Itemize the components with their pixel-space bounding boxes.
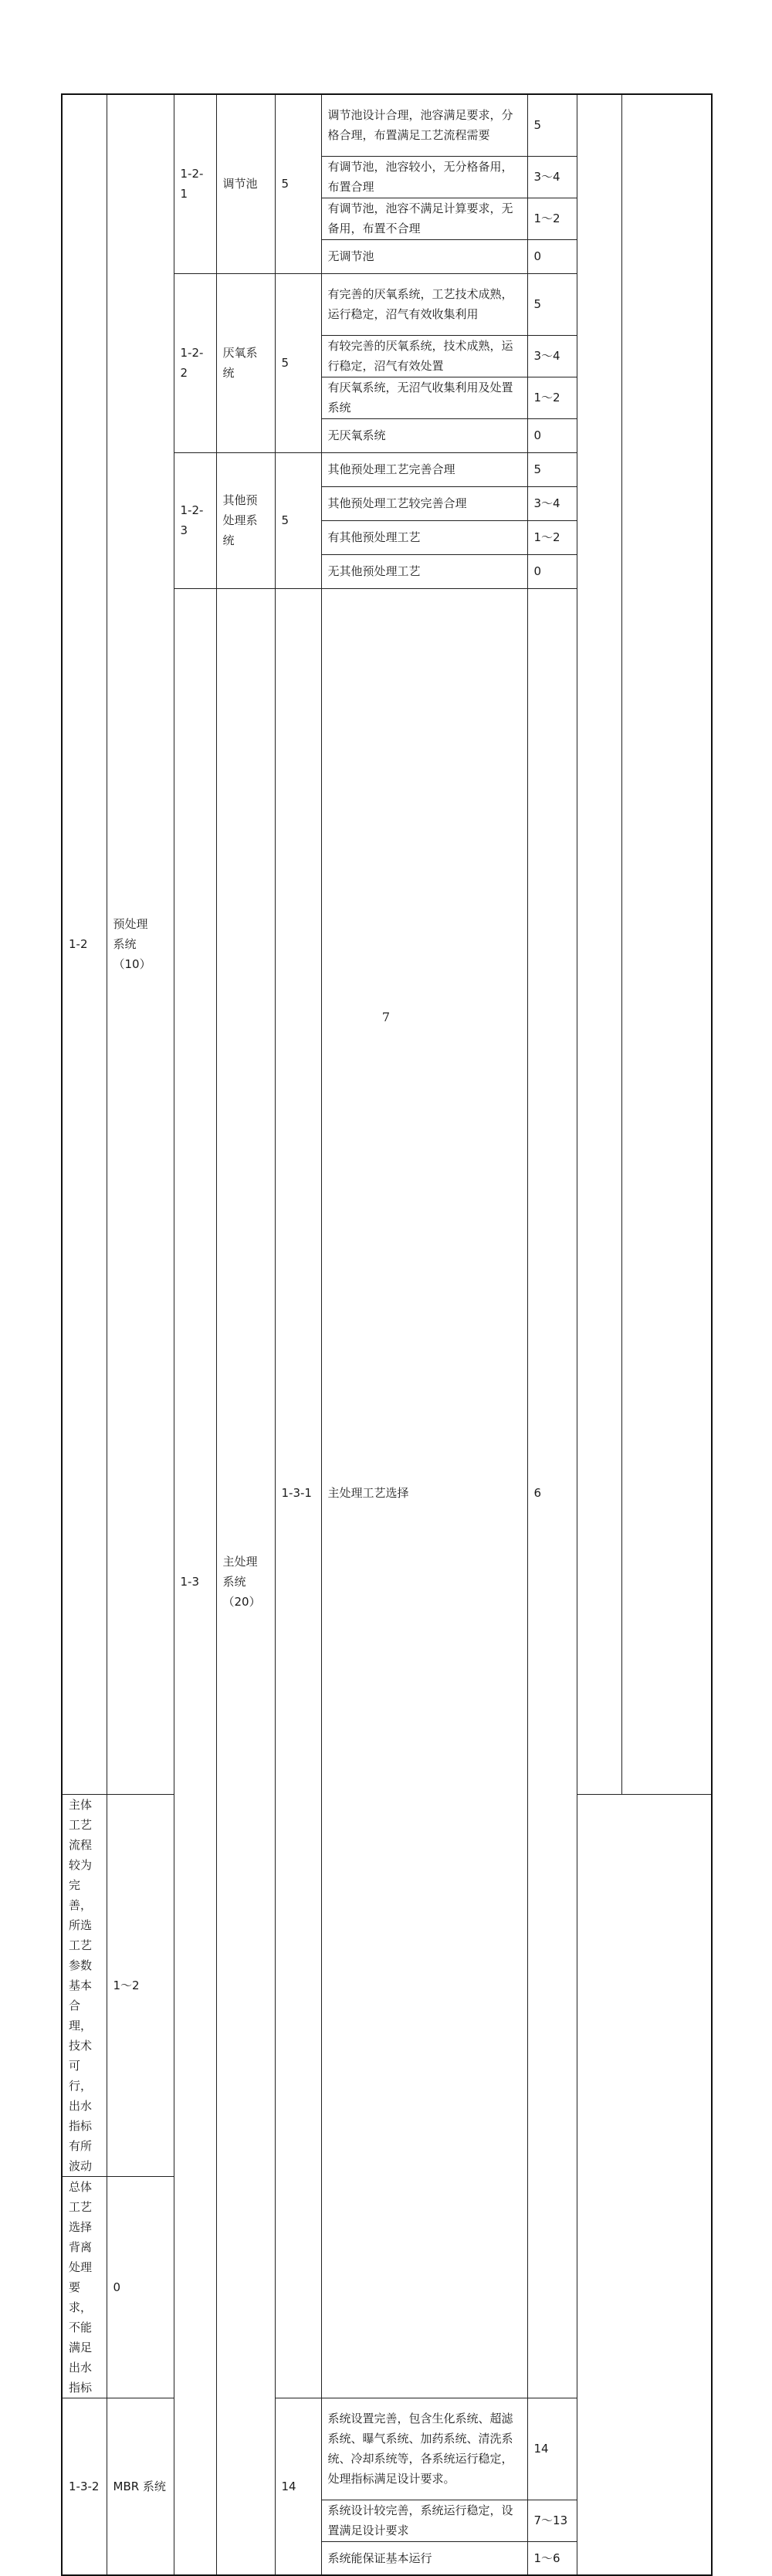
criterion-points: 1～2 xyxy=(107,1794,174,2176)
criterion-points: 1～2 xyxy=(527,377,577,418)
criterion-text: 有完善的厌氧系统，工艺技术成熟，运行稳定，沼气有效收集利用 xyxy=(321,273,527,335)
criterion-text: 系统设置完善，包含生化系统、超滤系统、曝气系统、加药系统、清洗系统、冷却系统等，各系统运行稳定，处理指标满足设计要求。 xyxy=(321,2398,527,2500)
criterion-text: 有厌氧系统，无沼气收集利用及处置系统 xyxy=(321,377,527,418)
criterion-text: 有调节池，池容较小，无分格备用，布置合理 xyxy=(321,156,527,198)
scoring-table xyxy=(61,93,713,2576)
item-name: 其他预处理系统 xyxy=(216,452,275,588)
criterion-points: 1～6 xyxy=(527,2541,577,2575)
section-id: 1-2 xyxy=(62,94,107,1794)
section-id: 1-3 xyxy=(174,588,216,2575)
criterion-text: 其他预处理工艺完善合理 xyxy=(321,452,527,486)
criterion-text: 调节池设计合理，池容满足要求，分格合理，布置满足工艺流程需要 xyxy=(321,94,527,156)
criterion-text: 主体工艺流程较为完善，所选工艺参数基本合理，技术可行，出水指标有所波动 xyxy=(62,1794,107,2176)
criterion-points: 1～2 xyxy=(527,198,577,239)
item-score: 5 xyxy=(275,273,321,452)
item-code: 1-2-1 xyxy=(174,94,216,273)
criterion-text: 系统能保证基本运行 xyxy=(321,2541,527,2575)
criterion-points: 3～4 xyxy=(527,486,577,520)
criterion-points: 7～13 xyxy=(527,2500,577,2541)
item-score: 5 xyxy=(275,94,321,273)
criterion-text: 有其他预处理工艺 xyxy=(321,520,527,554)
table-row xyxy=(62,94,712,156)
table-row xyxy=(62,2398,712,2500)
item-name: 主处理工艺选择 xyxy=(321,588,527,2398)
blank-score-cell xyxy=(577,94,621,1794)
page-number: 7 xyxy=(381,1010,391,1024)
item-name: 厌氧系统 xyxy=(216,273,275,452)
criterion-points: 14 xyxy=(527,2398,577,2500)
criterion-points: 0 xyxy=(107,2176,174,2398)
item-code: 1-3-2 xyxy=(62,2398,107,2575)
item-code: 1-3-1 xyxy=(275,588,321,2398)
criterion-text: 有较完善的厌氧系统，技术成熟，运行稳定，沼气有效处置 xyxy=(321,335,527,377)
criterion-points: 1～2 xyxy=(527,520,577,554)
criterion-text: 无其他预处理工艺 xyxy=(321,554,527,588)
criterion-text: 无调节池 xyxy=(321,239,527,273)
criterion-points: 5 xyxy=(527,452,577,486)
item-code: 1-2-2 xyxy=(174,273,216,452)
item-code: 1-2-3 xyxy=(174,452,216,588)
criterion-text: 有调节池，池容不满足计算要求，无备用，布置不合理 xyxy=(321,198,527,239)
criterion-points: 3～4 xyxy=(527,156,577,198)
item-score: 6 xyxy=(527,588,577,2398)
item-score: 5 xyxy=(275,452,321,588)
blank-remark-cell xyxy=(621,94,712,1794)
section-name: 预处理 系统 （10） xyxy=(107,94,174,1794)
criterion-points: 0 xyxy=(527,554,577,588)
item-name: 调节池 xyxy=(216,94,275,273)
criterion-points: 3～4 xyxy=(527,335,577,377)
criterion-points: 5 xyxy=(527,273,577,335)
item-score: 14 xyxy=(275,2398,321,2575)
criterion-text: 总体工艺选择背离处理要求，不能满足出水指标 xyxy=(62,2176,107,2398)
item-name: MBR 系统 xyxy=(107,2398,174,2575)
criterion-points: 0 xyxy=(527,418,577,452)
criterion-text: 其他预处理工艺较完善合理 xyxy=(321,486,527,520)
criterion-points: 5 xyxy=(527,94,577,156)
criterion-points: 0 xyxy=(527,239,577,273)
criterion-text: 系统设计较完善，系统运行稳定，设置满足设计要求 xyxy=(321,2500,527,2541)
criterion-text: 无厌氧系统 xyxy=(321,418,527,452)
section-name: 主处理 系统 （20） xyxy=(216,588,275,2575)
